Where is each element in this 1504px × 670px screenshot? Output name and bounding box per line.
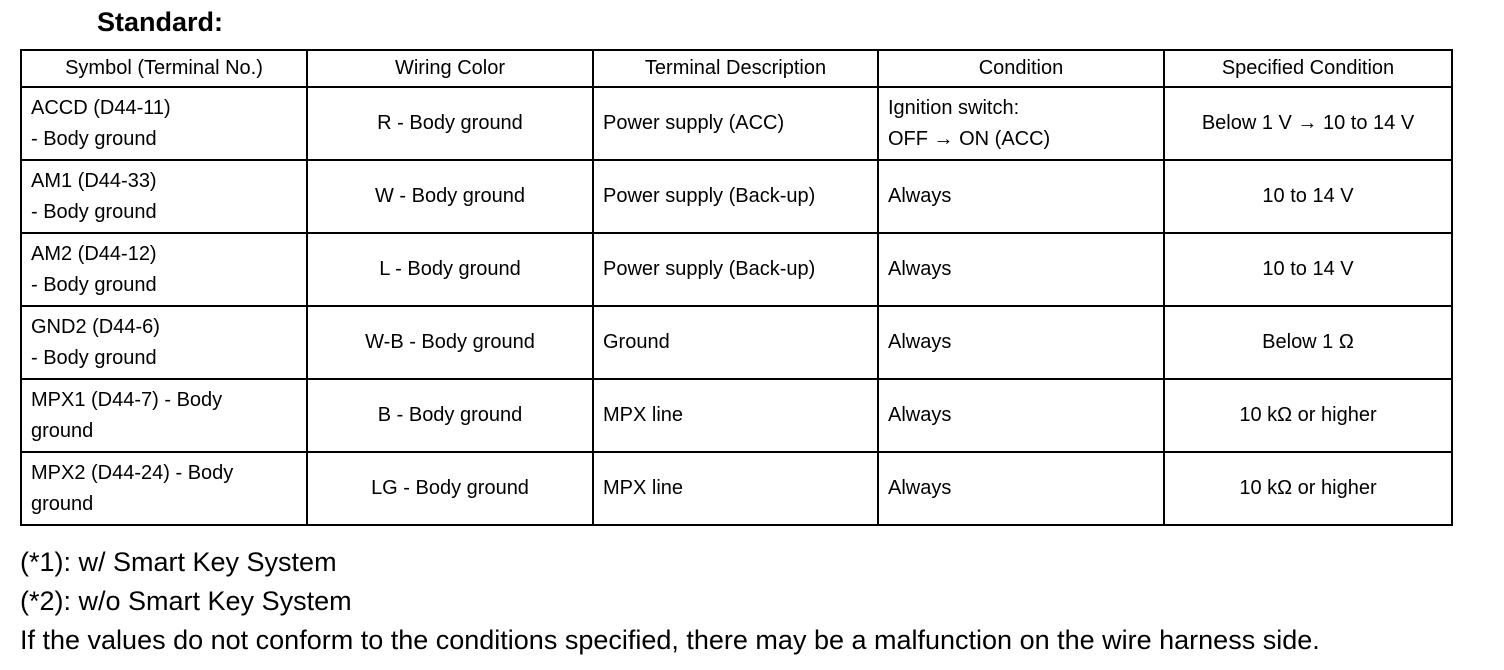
page-title: Standard: <box>97 7 224 37</box>
wiring-color-cell: W - Body ground <box>307 160 593 233</box>
condition-cell: Always <box>878 160 1164 233</box>
terminal-description-cell: MPX line <box>593 379 878 452</box>
table-row <box>21 452 1452 525</box>
condition-cell <box>878 87 1164 160</box>
symbol-line-1: MPX1 (D44-7) - Body <box>31 388 223 411</box>
symbol-line-2: - Body ground <box>31 273 157 296</box>
header-symbol: Symbol (Terminal No.) <box>21 50 307 87</box>
wiring-color-cell: B - Body ground <box>307 379 593 452</box>
symbol-line-2: ground <box>31 419 94 442</box>
symbol-line-1: GND2 (D44-6) <box>31 315 160 338</box>
symbol-cell <box>21 452 307 525</box>
table-header-row <box>21 50 1452 87</box>
header-wiring-color: Wiring Color <box>307 50 593 87</box>
symbol-line-2: - Body ground <box>31 200 157 223</box>
terminal-description-cell: Power supply (Back-up) <box>593 233 878 306</box>
specification-table <box>20 49 1453 526</box>
symbol-line-2: - Body ground <box>31 127 157 150</box>
specified-condition-cell: 10 to 14 V <box>1164 233 1452 306</box>
wiring-color-cell: R - Body ground <box>307 87 593 160</box>
condition-cell: Always <box>878 233 1164 306</box>
wiring-color-cell: L - Body ground <box>307 233 593 306</box>
wiring-color-cell: W-B - Body ground <box>307 306 593 379</box>
symbol-cell <box>21 306 307 379</box>
header-terminal-description: Terminal Description <box>593 50 878 87</box>
condition-cell: Always <box>878 452 1164 525</box>
symbol-cell <box>21 87 307 160</box>
symbol-cell <box>21 233 307 306</box>
symbol-line-1: ACCD (D44-11) <box>31 96 171 119</box>
condition-cell: Always <box>878 306 1164 379</box>
wiring-color-cell: LG - Body ground <box>307 452 593 525</box>
specified-condition-cell: 10 kΩ or higher <box>1164 452 1452 525</box>
condition-cell: Always <box>878 379 1164 452</box>
symbol-cell <box>21 160 307 233</box>
symbol-cell <box>21 379 307 452</box>
specified-condition-cell: Below 1 V → 10 to 14 V <box>1164 87 1452 160</box>
footnote-smart-key: (*1): w/ Smart Key System <box>20 547 337 577</box>
terminal-description-cell: MPX line <box>593 452 878 525</box>
header-condition: Condition <box>878 50 1164 87</box>
specified-condition-cell: 10 to 14 V <box>1164 160 1452 233</box>
footnotes <box>20 543 1320 660</box>
terminal-description-cell: Ground <box>593 306 878 379</box>
symbol-line-2: ground <box>31 492 94 515</box>
symbol-line-1: MPX2 (D44-24) - Body <box>31 461 234 484</box>
specified-condition-cell: Below 1 Ω <box>1164 306 1452 379</box>
table-row <box>21 379 1452 452</box>
condition-line-2: OFF → ON (ACC) <box>888 127 1051 150</box>
footnote-no-smart-key: (*2): w/o Smart Key System <box>20 586 352 616</box>
specified-condition-cell: 10 kΩ or higher <box>1164 379 1452 452</box>
footnote-malfunction: If the values do not conform to the conditions specified, there may be a malfunction on the wire harness side. <box>20 625 1320 655</box>
symbol-line-2: - Body ground <box>31 346 157 369</box>
condition-line-1: Ignition switch: <box>888 96 1020 119</box>
table-row <box>21 87 1452 160</box>
table-row <box>21 233 1452 306</box>
table-row <box>21 160 1452 233</box>
symbol-line-1: AM2 (D44-12) <box>31 242 157 265</box>
table-row <box>21 306 1452 379</box>
symbol-line-1: AM1 (D44-33) <box>31 169 157 192</box>
header-specified-condition: Specified Condition <box>1164 50 1452 87</box>
terminal-description-cell: Power supply (ACC) <box>593 87 878 160</box>
terminal-description-cell: Power supply (Back-up) <box>593 160 878 233</box>
